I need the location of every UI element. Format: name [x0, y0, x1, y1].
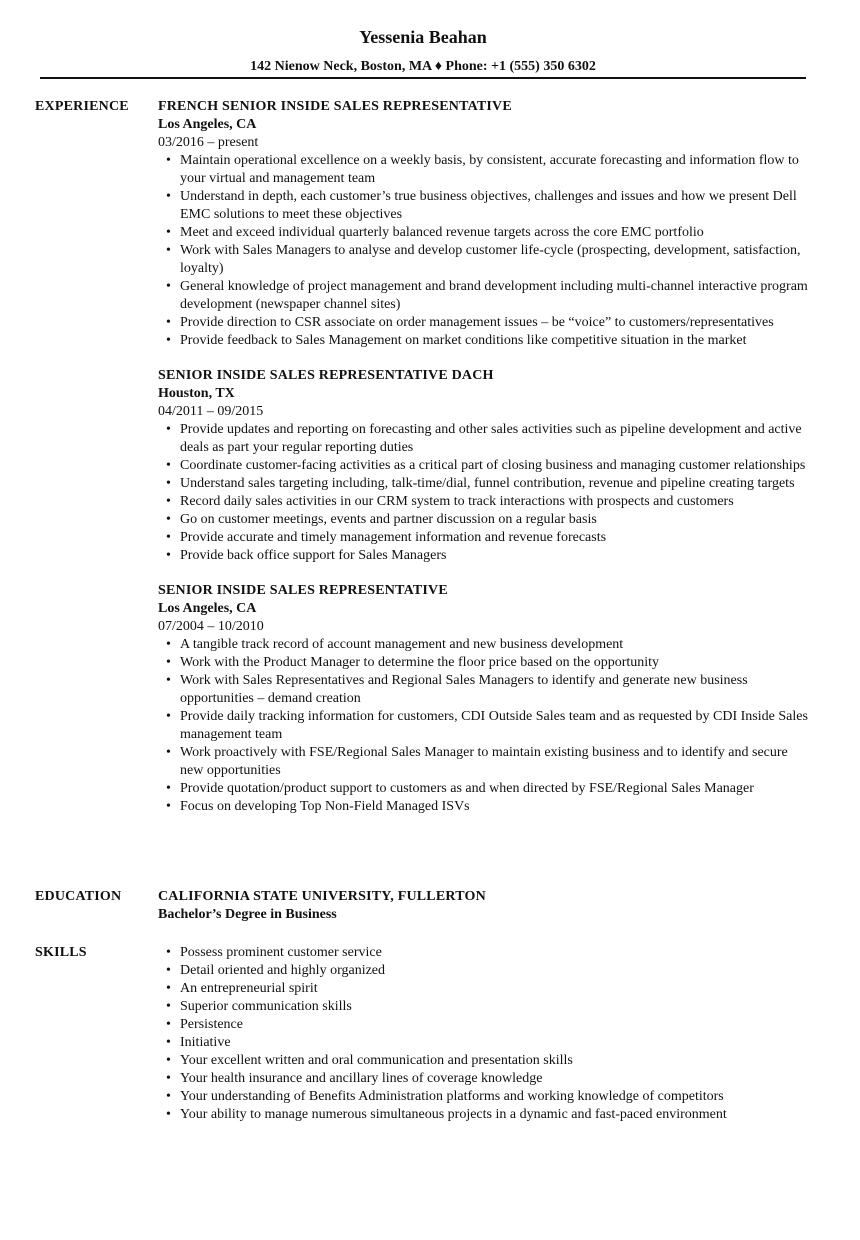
list-item: • Work proactively with FSE/Regional Sales Manager to maintain existing business and to identify and secure new opportunities	[158, 744, 810, 780]
list-item: • An entrepreneurial spirit	[158, 980, 810, 998]
list-item: • Detail oriented and highly organized	[158, 962, 810, 980]
list-item: • Provide daily tracking information for customers, CDI Outside Sales team and as requested by CDI Inside Sales management team	[158, 708, 810, 744]
list-item: • Provide updates and reporting on forecasting and other sales activities such as pipeline development and active deals as part your regular reporting duties	[158, 421, 810, 457]
job-dates: 04/2011 – 09/2015	[158, 404, 264, 419]
job-bullets	[158, 152, 810, 350]
list-item: • Your ability to manage numerous simultaneous projects in a dynamic and fast-paced environment	[158, 1106, 810, 1124]
list-item: • General knowledge of project management and brand development including multi-channel interactive program development (newspaper channel sites)	[158, 278, 810, 314]
degree: Bachelor’s Degree in Business	[158, 907, 337, 922]
job-bullets	[158, 421, 810, 565]
job-location: Houston, TX	[158, 386, 235, 401]
list-item: • Maintain operational excellence on a weekly basis, by consistent, accurate forecasting and information flow to your virtual and management team	[158, 152, 810, 188]
contact-line: 142 Nienow Neck, Boston, MA ♦ Phone: +1 (555) 350 6302	[250, 59, 596, 74]
list-item: • Persistence	[158, 1016, 810, 1034]
job-dates: 07/2004 – 10/2010	[158, 619, 264, 634]
list-item: • Provide accurate and timely management information and revenue forecasts	[158, 529, 810, 547]
job-title: SENIOR INSIDE SALES REPRESENTATIVE	[158, 583, 448, 598]
job-location: Los Angeles, CA	[158, 601, 257, 616]
list-item: • Work with the Product Manager to determine the floor price based on the opportunity	[158, 654, 810, 672]
job-bullets	[158, 636, 810, 816]
experience-heading: EXPERIENCE	[35, 99, 129, 114]
list-item: • Understand sales targeting including, talk-time/dial, funnel contribution, revenue and pipeline creating targets	[158, 475, 810, 493]
list-item: • Superior communication skills	[158, 998, 810, 1016]
job-entry	[158, 367, 810, 565]
list-item: • Meet and exceed individual quarterly balanced revenue targets across the core EMC portfolio	[158, 224, 810, 242]
job-entry	[158, 98, 810, 350]
list-item: • Record daily sales activities in our CRM system to track interactions with prospects and customers	[158, 493, 810, 511]
resume-name: Yessenia Beahan	[359, 27, 487, 47]
list-item: • A tangible track record of account management and new business development	[158, 636, 810, 654]
skills-list	[158, 944, 810, 1124]
education-body	[158, 888, 810, 924]
list-item: • Provide direction to CSR associate on order management issues – be “voice” to customers/representatives	[158, 314, 810, 332]
school-name: CALIFORNIA STATE UNIVERSITY, FULLERTON	[158, 889, 486, 904]
list-item: • Work with Sales Representatives and Regional Sales Managers to identify and generate new business opportunities – demand creation	[158, 672, 810, 708]
list-item: • Coordinate customer-facing activities as a critical part of closing business and managing customer relationships	[158, 457, 810, 475]
list-item: • Work with Sales Managers to analyse and develop customer life-cycle (prospecting, development, satisfaction, loyalty)	[158, 242, 810, 278]
list-item: • Your understanding of Benefits Administration platforms and working knowledge of competitors	[158, 1088, 810, 1106]
job-location: Los Angeles, CA	[158, 117, 257, 132]
list-item: • Go on customer meetings, events and partner discussion on a regular basis	[158, 511, 810, 529]
list-item: • Possess prominent customer service	[158, 944, 810, 962]
list-item: • Your excellent written and oral communication and presentation skills	[158, 1052, 810, 1070]
job-entry	[158, 582, 810, 816]
job-dates: 03/2016 – present	[158, 135, 259, 150]
list-item: • Understand in depth, each customer’s true business objectives, challenges and issues and how we present Dell EMC solutions to meet these objectives	[158, 188, 810, 224]
list-item: • Provide quotation/product support to customers as and when directed by FSE/Regional Sales Manager	[158, 780, 810, 798]
experience-body	[158, 98, 810, 833]
list-item: • Focus on developing Top Non-Field Managed ISVs	[158, 798, 810, 816]
skills-body	[158, 944, 810, 1124]
skills-heading: SKILLS	[35, 945, 87, 960]
list-item: • Provide feedback to Sales Management on market conditions like competitive situation in the market	[158, 332, 810, 350]
header-divider	[40, 77, 806, 79]
list-item: • Your health insurance and ancillary lines of coverage knowledge	[158, 1070, 810, 1088]
job-title: SENIOR INSIDE SALES REPRESENTATIVE DACH	[158, 368, 494, 383]
list-item: • Provide back office support for Sales Managers	[158, 547, 810, 565]
job-title: FRENCH SENIOR INSIDE SALES REPRESENTATIVE	[158, 99, 512, 114]
list-item: • Initiative	[158, 1034, 810, 1052]
education-heading: EDUCATION	[35, 889, 122, 904]
